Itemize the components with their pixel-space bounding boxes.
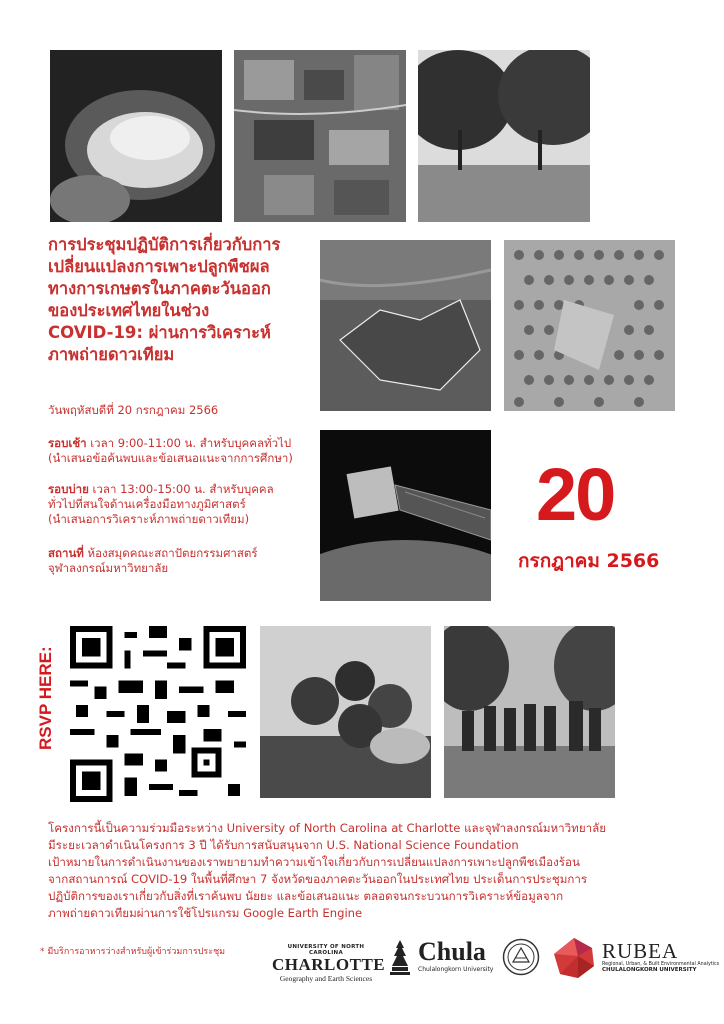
event-title bbox=[48, 234, 318, 366]
fruit-photo bbox=[260, 626, 431, 798]
uncc-top-text: UNIVERSITY OF NORTH CAROLINA bbox=[287, 944, 365, 956]
aerial-photo bbox=[234, 50, 406, 222]
rsvp-label: RSVP HERE: bbox=[36, 646, 55, 750]
venue-building: ห้องสมุดคณะสถาปัตยกรรมศาสตร์ bbox=[83, 546, 258, 560]
venue-university: จุฬาลงกรณ์มหาวิทยาลัย bbox=[48, 561, 169, 575]
morning-label: รอบเช้า bbox=[48, 436, 87, 450]
rubea-logo-icon bbox=[552, 936, 596, 980]
title-line: เปลี่ยนแปลงการเพาะปลูกพืชผล bbox=[48, 257, 270, 276]
satellite-photo bbox=[320, 430, 491, 601]
chula-sub: Chulalongkorn University bbox=[418, 966, 494, 973]
description-line: มีระยะเวลาดำเนินโครงการ 3 ปี ได้รับการสนับสนุนจาก U.S. National Science Foundation bbox=[48, 838, 519, 852]
title-line: ทางการเกษตรในภาคตะวันออก bbox=[48, 279, 271, 298]
description-line: จากสถานการณ์ COVID-19 ในพื้นที่ศึกษา 7 จังหวัดของภาคตะวันออกในประเทศไทย ประเด็นการประชุมการ bbox=[48, 872, 588, 886]
afternoon-session bbox=[48, 482, 318, 527]
description-line: ปฏิบัติการของเราเกี่ยวกับสิ่งที่เราค้นพบ นัยยะ และข้อเสนอแนะ ตลอดจนกระบวนการวิเคราะห์ข้อมูลจาก bbox=[48, 889, 564, 903]
qr-code[interactable] bbox=[70, 626, 246, 802]
uncc-logo bbox=[272, 944, 386, 983]
chula-logo bbox=[418, 938, 493, 973]
durian-photo bbox=[50, 50, 222, 222]
rubea-uni: CHULALONGKORN UNIVERSITY bbox=[602, 967, 697, 973]
chula-emblem bbox=[388, 940, 412, 976]
afternoon-time: เวลา 13:00-15:00 น. สำหรับบุคคล bbox=[88, 482, 274, 496]
title-line: ภาพถ่ายดาวเทียม bbox=[48, 345, 175, 364]
group-photo bbox=[444, 626, 615, 798]
orchard-photo bbox=[418, 50, 590, 222]
venue-label: สถานที่ bbox=[48, 546, 84, 560]
afternoon-audience: ทั่วไปที่สนใจด้านเครื่องมือทางภูมิศาสตร์ bbox=[48, 497, 246, 511]
rubea-logo bbox=[602, 940, 719, 973]
satellite-map-photo bbox=[320, 240, 491, 411]
project-description bbox=[48, 820, 678, 922]
afternoon-label: รอบบ่าย bbox=[48, 482, 89, 496]
rubea-name: RUBEA bbox=[602, 939, 679, 963]
uncc-name: CHARLOTTE bbox=[272, 955, 386, 974]
morning-session bbox=[48, 436, 318, 466]
plantation-photo bbox=[504, 240, 675, 411]
big-month-year: กรกฎาคม 2566 bbox=[518, 550, 660, 572]
description-line: เป้าหมายในการดำเนินงานของเราพยายามทำความเข้าใจเกี่ยวกับการเปลี่ยนแปลงการเพาะปลูกพืชเมืองร้อน bbox=[48, 855, 580, 869]
description-line: โครงการนี้เป็นความร่วมมือระหว่าง University of North Carolina at Charlotte และจุฬาลงกรณ์มหาวิทยาลัย bbox=[48, 821, 607, 835]
title-line: COVID-19: ผ่านการวิเคราะห์ bbox=[48, 323, 271, 342]
description-line: ภาพถ่ายดาวเทียมผ่านการใช้โปรแกรม Google Earth Engine bbox=[48, 906, 363, 920]
refreshment-footnote: * มีบริการอาหารว่างสำหรับผู้เข้าร่วมการประชุม bbox=[40, 947, 226, 957]
uncc-dept: Geography and Earth Sciences bbox=[279, 974, 373, 983]
chula-name: Chula bbox=[418, 937, 486, 966]
afternoon-note: (นำเสนอการวิเคราะห์ภาพถ่ายดาวเทียม) bbox=[48, 512, 250, 526]
big-day: 20 bbox=[536, 453, 615, 536]
morning-note: (นำเสนอข้อค้นพบและข้อเสนอแนะจากการศึกษา) bbox=[48, 451, 293, 465]
venue bbox=[48, 546, 318, 576]
seal-emblem bbox=[502, 938, 540, 976]
title-line: ของประเทศไทยในช่วง bbox=[48, 301, 210, 320]
morning-time: เวลา 9:00-11:00 น. สำหรับบุคคลทั่วไป bbox=[86, 436, 292, 450]
date-line: วันพฤหัสบดีที่ 20 กรกฎาคม 2566 bbox=[48, 403, 219, 417]
title-line: การประชุมปฏิบัติการเกี่ยวกับการ bbox=[48, 235, 281, 254]
rubea-sub: Regional, Urban, & Built Environmental Analytics bbox=[602, 962, 720, 967]
